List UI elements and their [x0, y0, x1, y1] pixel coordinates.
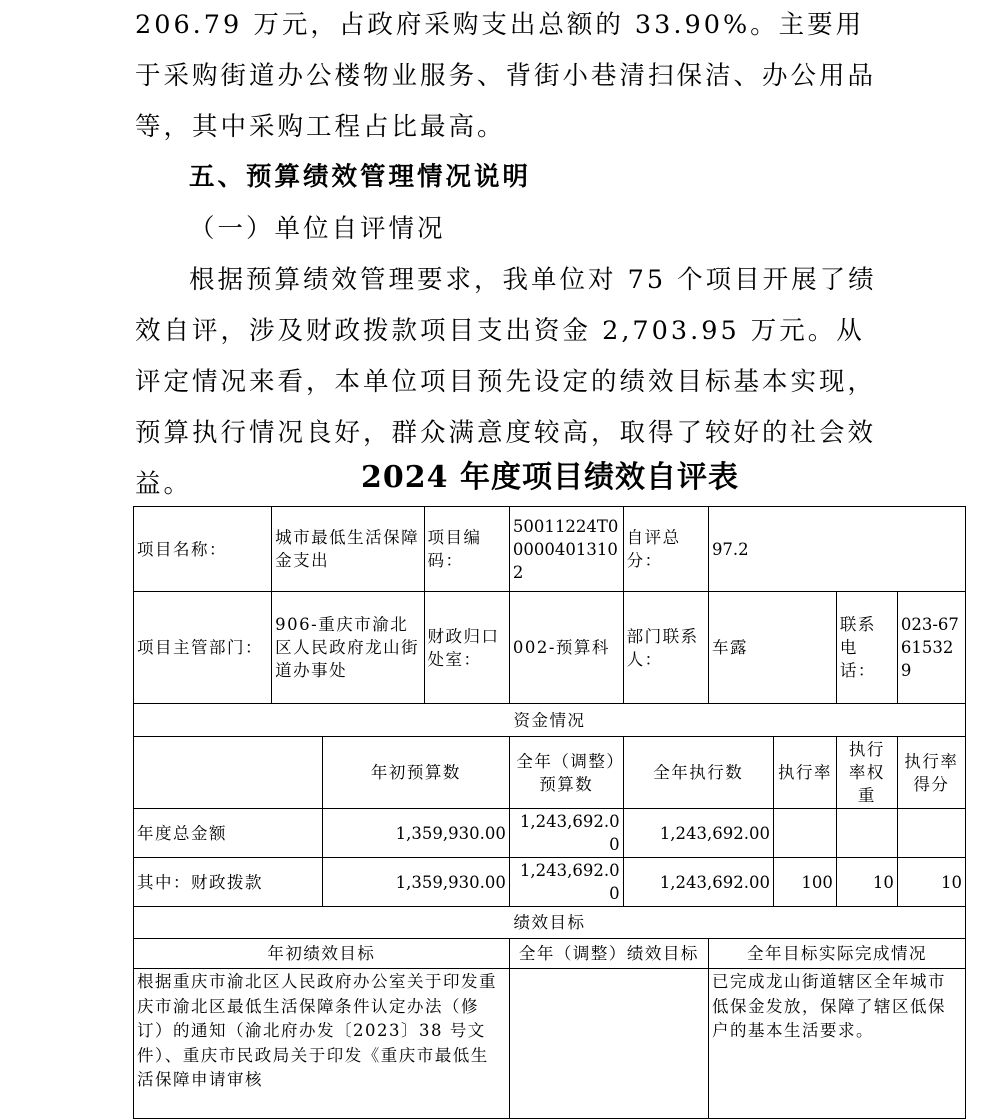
col-adjusted-budget: 全年（调整）预算数: [509, 737, 623, 809]
funds-adjusted-value: 1,243,692.00: [509, 858, 623, 907]
value-finance-office: 002-预算科: [509, 592, 623, 704]
subsection-heading-self-eval: （一）单位自评情况: [189, 214, 446, 244]
performance-table: [133, 506, 966, 1119]
label-project-code: 项目编码：: [424, 507, 509, 592]
table-row-funds-columns: [134, 737, 966, 809]
label-department: 项目主管部门：: [134, 592, 272, 704]
value-phone: 023-67615329: [897, 592, 965, 704]
label-phone: 联系电话：: [836, 592, 897, 704]
perf-section-header: 绩效目标: [134, 907, 966, 939]
funds-rate-value: 100: [773, 858, 836, 907]
col-rate-weight: 执行率权重: [836, 737, 897, 809]
table-row-department: [134, 592, 966, 704]
table-row-perf-columns: [134, 939, 966, 969]
label-project-name: 项目名称：: [134, 507, 272, 592]
perf-adjusted-text: [509, 969, 708, 1119]
col-adjusted-perf-target: 全年（调整）绩效目标: [509, 939, 708, 969]
table-row: [134, 858, 966, 907]
col-actual-completion: 全年目标实际完成情况: [708, 939, 965, 969]
table-row-perf-header: [134, 907, 966, 939]
funds-row-label: 其中：财政拨款: [134, 858, 323, 907]
funds-rate-value: [773, 809, 836, 858]
value-project-name: 城市最低生活保障金支出: [272, 507, 424, 592]
funds-weight-value: [836, 809, 897, 858]
col-execution-rate: 执行率: [773, 737, 836, 809]
section-heading-performance: 五、预算绩效管理情况说明: [189, 162, 532, 192]
value-department: 906-重庆市渝北区人民政府龙山街道办事处: [272, 592, 424, 704]
funds-adjusted-value: 1,243,692.00: [509, 809, 623, 858]
col-rate-score: 执行率得分: [897, 737, 965, 809]
value-contact: 车露: [708, 592, 836, 704]
funds-executed-value: 1,243,692.00: [623, 809, 773, 858]
col-executed: 全年执行数: [623, 737, 773, 809]
funds-executed-value: 1,243,692.00: [623, 858, 773, 907]
table-row-perf-content: [134, 969, 966, 1119]
funds-initial-value: 1,359,930.00: [322, 809, 509, 858]
funds-row-label: 年度总金额: [134, 809, 323, 858]
label-self-score: 自评总分：: [623, 507, 708, 592]
funds-section-header: 资金情况: [134, 704, 966, 737]
table-row-project-name: [134, 507, 966, 592]
perf-initial-text: 根据重庆市渝北区人民政府办公室关于印发重庆市渝北区最低生活保障条件认定办法（修订）的通知（渝北府办发〔2023〕38 号文件）、重庆市民政局关于印发《重庆市最低生活保障申请审核: [134, 969, 510, 1119]
perf-actual-text: 已完成龙山街道辖区全年城市低保金发放，保障了辖区低保户的基本生活要求。: [708, 969, 965, 1119]
label-finance-office: 财政归口处室：: [424, 592, 509, 704]
paragraph-self-eval: 根据预算绩效管理要求，我单位对 75 个项目开展了绩效自评，涉及财政拨款项目支出资金 2,703.95 万元。从评定情况来看，本单位项目预先设定的绩效目标基本实现，预算执行情况良好，群众满意度较高，取得了较好的社会效益。: [135, 265, 877, 499]
funds-weight-value: 10: [836, 858, 897, 907]
funds-initial-value: 1,359,930.00: [322, 858, 509, 907]
label-contact: 部门联系人：: [623, 592, 708, 704]
value-project-code: 50011224T000004013102: [509, 507, 623, 592]
table-row-funds-header: [134, 704, 966, 737]
paragraph-procurement: 206.79 万元，占政府采购支出总额的 33.90%。主要用于采购街道办公楼物业服务、背街小巷清扫保洁、办公用品等，其中采购工程占比最高。: [135, 10, 877, 142]
value-self-score: 97.2: [708, 507, 965, 592]
table-title: 2024 年度项目绩效自评表: [361, 460, 739, 495]
col-initial-budget: 年初预算数: [322, 737, 509, 809]
funds-score-value: [897, 809, 965, 858]
funds-score-value: 10: [897, 858, 965, 907]
col-initial-perf-target: 年初绩效目标: [134, 939, 510, 969]
funds-corner-cell: [134, 737, 323, 809]
table-row: [134, 809, 966, 858]
